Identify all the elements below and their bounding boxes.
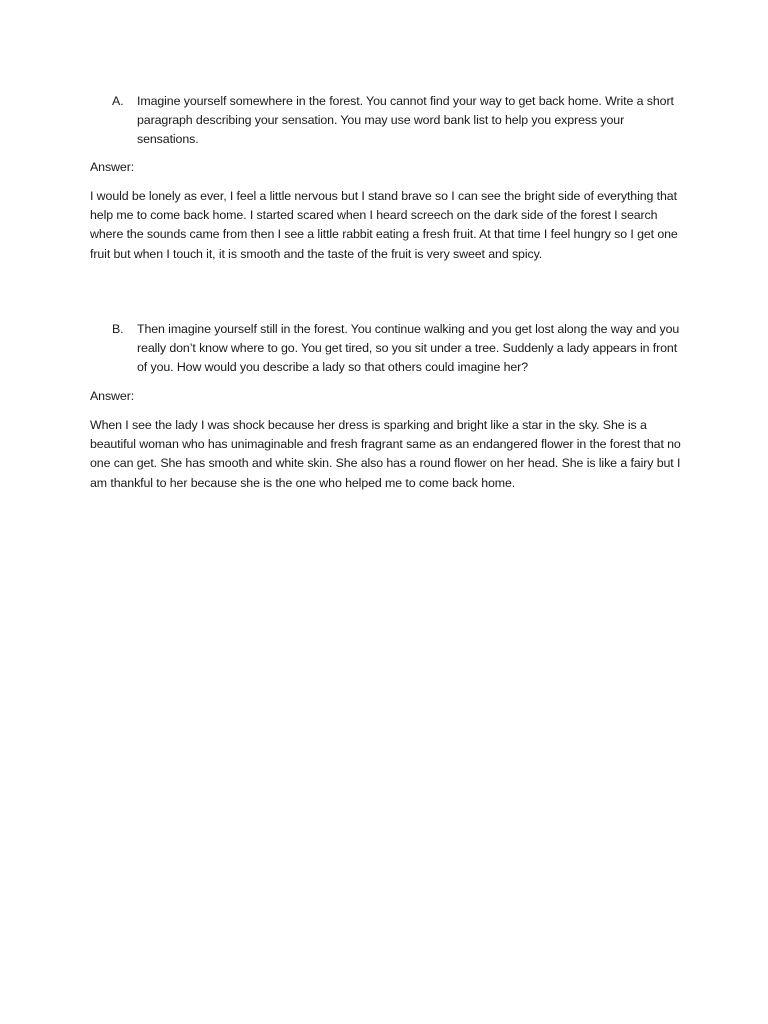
answer-b-label: Answer: [90, 389, 135, 403]
question-a [112, 92, 682, 150]
question-a-text: Imagine yourself somewhere in the forest. You cannot find your way to get back home. Write a short paragraph describing your sensation. You may use word bank list to help you express your sensations. [137, 94, 674, 147]
question-b-letter: B. [112, 322, 124, 336]
answer-a-label: Answer: [90, 160, 135, 174]
answer-a-text: I would be lonely as ever, I feel a little nervous but I stand brave so I can see the bright side of everything that help me to come back home. I started scared when I heard screech on the dark side of the forest I search where the sounds came from then I see a little rabbit eating a fresh fruit. At that time I feel hungry so I get one fruit but when I touch it, it is smooth and the taste of the fruit is very sweet and spicy. [90, 189, 678, 261]
question-b-text: Then imagine yourself still in the forest. You continue walking and you get lost along the way and you really don’t know where to go. You get tired, so you sit under a tree. Suddenly a lady appears in front of you. How would you describe a lady so that others could imagine her? [137, 322, 680, 375]
question-a-letter: A. [112, 94, 124, 108]
answer-b-text: When I see the lady I was shock because her dress is sparking and bright like a star in the sky. She is a beautiful woman who has unimaginable and fresh fragrant same as an endangered flower in the forest that no one can get. She has smooth and white skin. She also has a round flower on her head. She is like a fairy but I am thankful to her because she is the one who helped me to come back home. [90, 418, 681, 490]
question-b [112, 320, 682, 378]
